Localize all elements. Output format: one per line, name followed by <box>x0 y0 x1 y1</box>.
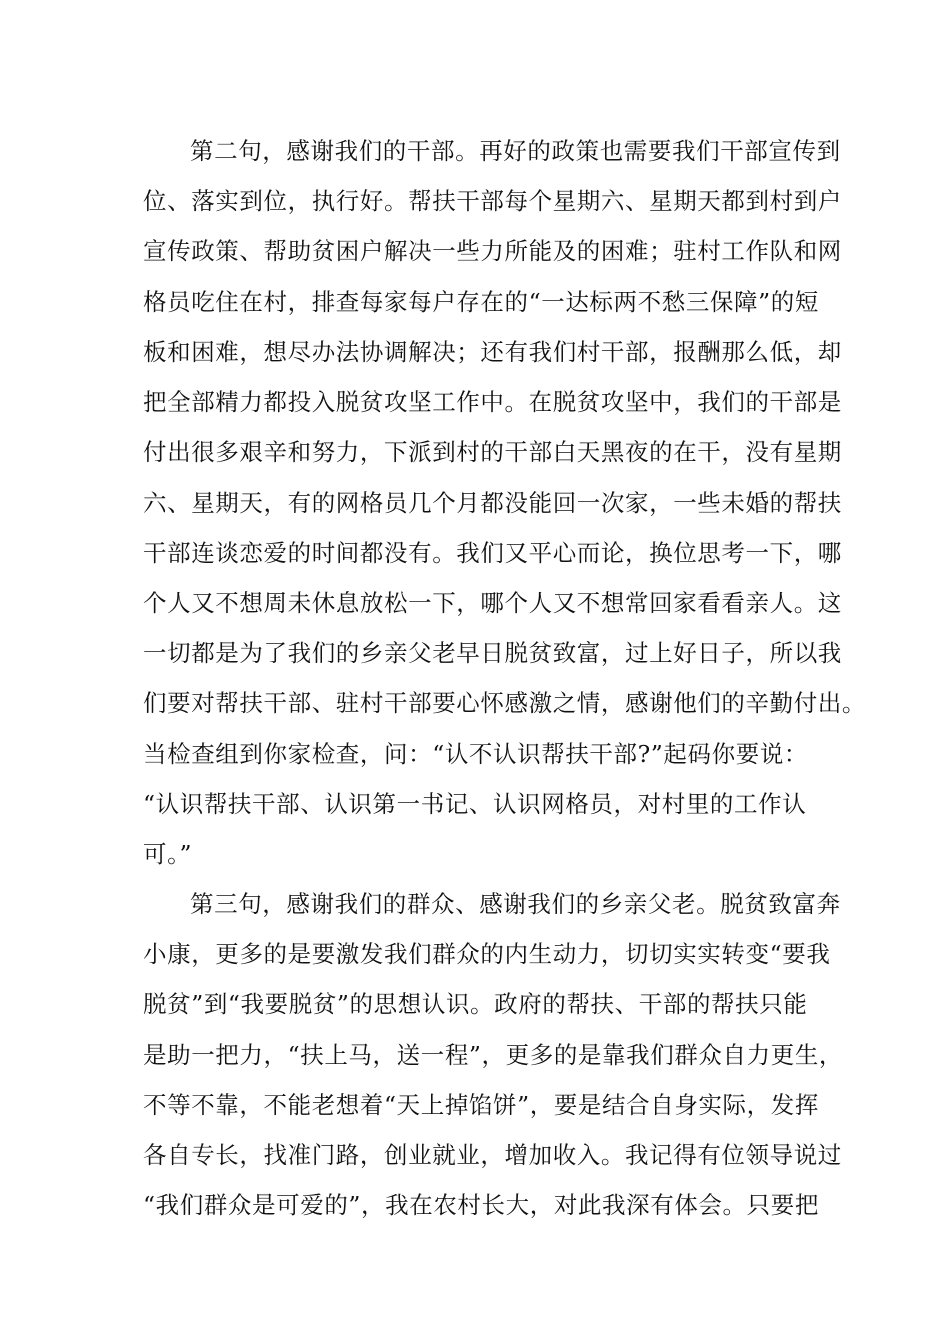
text-line: 板和困难，想尽办法协调解决；还有我们村干部，报酬那么低，却 <box>143 338 842 366</box>
text-line: 第二句，感谢我们的干部。再好的政策也需要我们干部宣传到 <box>190 137 841 165</box>
text-line: 各自专长，找准门路，创业就业，增加收入。我记得有位领导说过 <box>143 1141 842 1169</box>
text-line: 把全部精力都投入脱贫攻坚工作中。在脱贫攻坚中，我们的干部是 <box>143 388 842 416</box>
text-line: 第三句，感谢我们的群众、感谢我们的乡亲父老。脱贫致富奔 <box>190 890 841 918</box>
text-line: 个人又不想周未休息放松一下，哪个人又不想常回家看看亲人。这 <box>143 589 842 617</box>
text-line: 当检查组到你家检查，问：“认不认识帮扶干部?”起码你要说： <box>143 740 809 768</box>
text-line: 们要对帮扶干部、驻村干部要心怀感激之情，感谢他们的辛勤付出。 <box>143 689 866 717</box>
text-line: 脱贫”到“我要脱贫”的思想认识。政府的帮扶、干部的帮扶只能 <box>143 990 808 1018</box>
text-line: 格员吃住在村，排查每家每户存在的“一达标两不愁三保障”的短 <box>143 288 819 316</box>
text-line: 宣传政策、帮助贫困户解决一些力所能及的困难；驻村工作队和网 <box>143 237 842 265</box>
text-line: 一切都是为了我们的乡亲父老早日脱贫致富，过上好日子，所以我 <box>143 639 842 667</box>
text-line: 付出很多艰辛和努力，下派到村的干部白天黑夜的在干，没有星期 <box>143 438 842 466</box>
text-line: 可。” <box>143 840 193 868</box>
text-line: 不等不靠，不能老想着“天上掉馅饼”，要是结合自身实际，发挥 <box>143 1091 819 1119</box>
text-line: “认识帮扶干部、认识第一书记、认识网格员，对村里的工作认 <box>143 790 807 818</box>
text-line: 位、落实到位，执行好。帮扶干部每个星期六、星期天都到村到户 <box>143 187 842 215</box>
text-line: 干部连谈恋爱的时间都没有。我们又平心而论，换位思考一下，哪 <box>143 539 842 567</box>
text-line: 小康，更多的是要激发我们群众的内生动力，切切实实转变“要我 <box>143 940 831 968</box>
text-line: “我们群众是可爱的”，我在农村长大，对此我深有体会。只要把 <box>143 1191 819 1219</box>
text-line: 六、星期天，有的网格员几个月都没能回一次家，一些未婚的帮扶 <box>143 489 842 517</box>
text-line: 是助一把力，“扶上马，送一程”，更多的是靠我们群众自力更生， <box>143 1041 844 1069</box>
